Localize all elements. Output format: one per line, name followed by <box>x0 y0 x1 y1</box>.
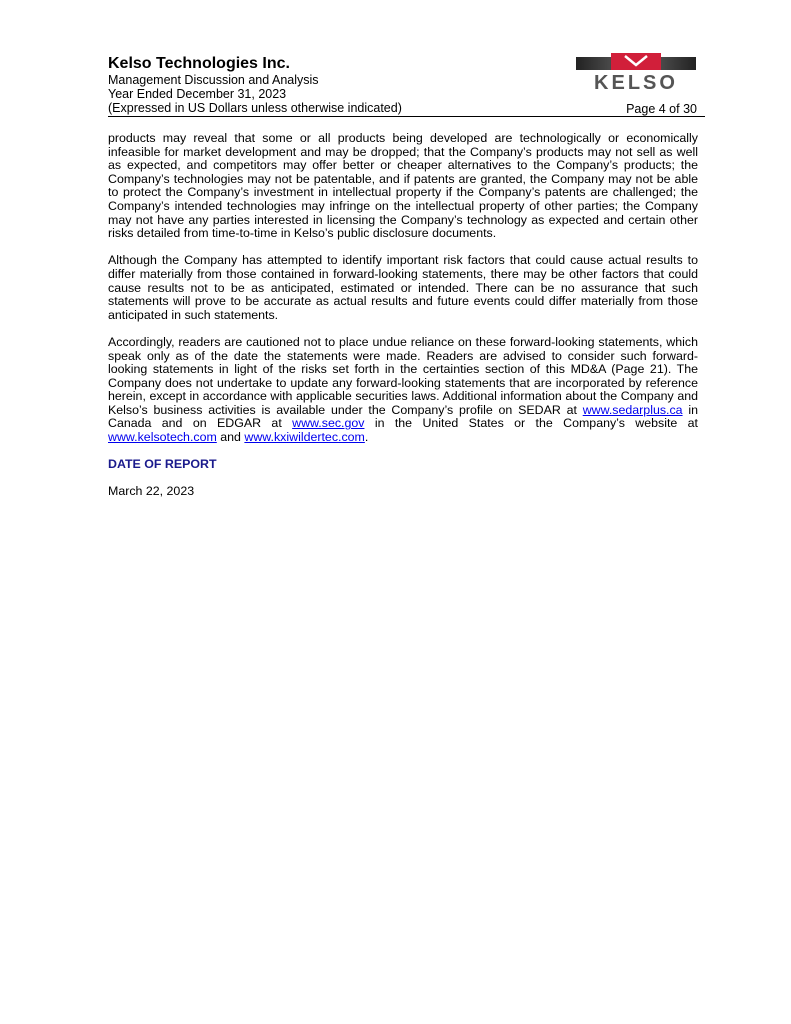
text: . <box>364 430 369 445</box>
header-line-3: (Expressed in US Dollars unless otherwise indicated) <box>108 101 402 115</box>
svg-text:KELSO: KELSO <box>594 72 678 93</box>
header-divider <box>108 116 705 117</box>
paragraph-risks: products may reveal that some or all products being developed are technologically or economically infeasible for market development and may be dropped; that the Company’s products may not sell as well as expected, and competitors may offer better or cheaper alternatives to the Company’s products; the Company’s technologies may not be patentable, and if patents are granted, the Company may not be able to protect the Company’s investment in intellectual property if the Company’s patents are challenged; the Company’s intended technologies may infringe on the intellectual property of other parties; the Company may not have any parties interested in licensing the Company’s technology as expected and certain other risks detailed from time-to-time in Kelso’s public disclosure documents. <box>108 131 698 241</box>
paragraph-forward-looking <box>108 336 698 445</box>
paragraph-risk-factors: Although the Company has attempted to identify important risk factors that could cause actual results to differ materially from those contained in forward-looking statements, there may be other factors that could cause results not to be as anticipated, estimated or intended. There can be no assurance that such statements will prove to be accurate as actual results and future events could differ materially from those anticipated in such statements. <box>108 253 698 322</box>
section-heading-date-of-report: DATE OF REPORT <box>108 457 217 472</box>
link-sec[interactable]: www.sec.gov <box>292 416 365 431</box>
kelso-logo <box>576 53 696 93</box>
page-number: Page 4 of 30 <box>626 102 697 116</box>
text: and <box>216 430 245 445</box>
link-sedar[interactable]: www.sedarplus.ca <box>582 402 683 417</box>
company-name: Kelso Technologies Inc. <box>108 55 290 72</box>
header-line-2: Year Ended December 31, 2023 <box>108 87 287 101</box>
link-kelsotech[interactable]: www.kelsotech.com <box>108 430 217 445</box>
text: in the United States or the Company’s website at <box>364 416 698 431</box>
text: in Canada and on EDGAR at <box>108 402 698 431</box>
text: Accordingly, readers are cautioned not to place undue reliance on these forward-looking statements, which speak only as of the date the statements were made. Readers are advised to consider such forward-looking statements in light of the risks set forth in the certainties section of this MD&A (Page 21). The Company does not undertake to update any forward-looking statements that are incorporated by reference herein, except in accordance with applicable securities laws. Additional information about the Company and Kelso’s business activities is available under the Company’s profile on SEDAR at <box>108 334 698 417</box>
header-line-1: Management Discussion and Analysis <box>108 73 319 87</box>
link-kxiwildertec[interactable]: www.kxiwildertec.com <box>244 430 365 445</box>
report-date: March 22, 2023 <box>108 484 195 499</box>
document-body <box>108 132 698 499</box>
